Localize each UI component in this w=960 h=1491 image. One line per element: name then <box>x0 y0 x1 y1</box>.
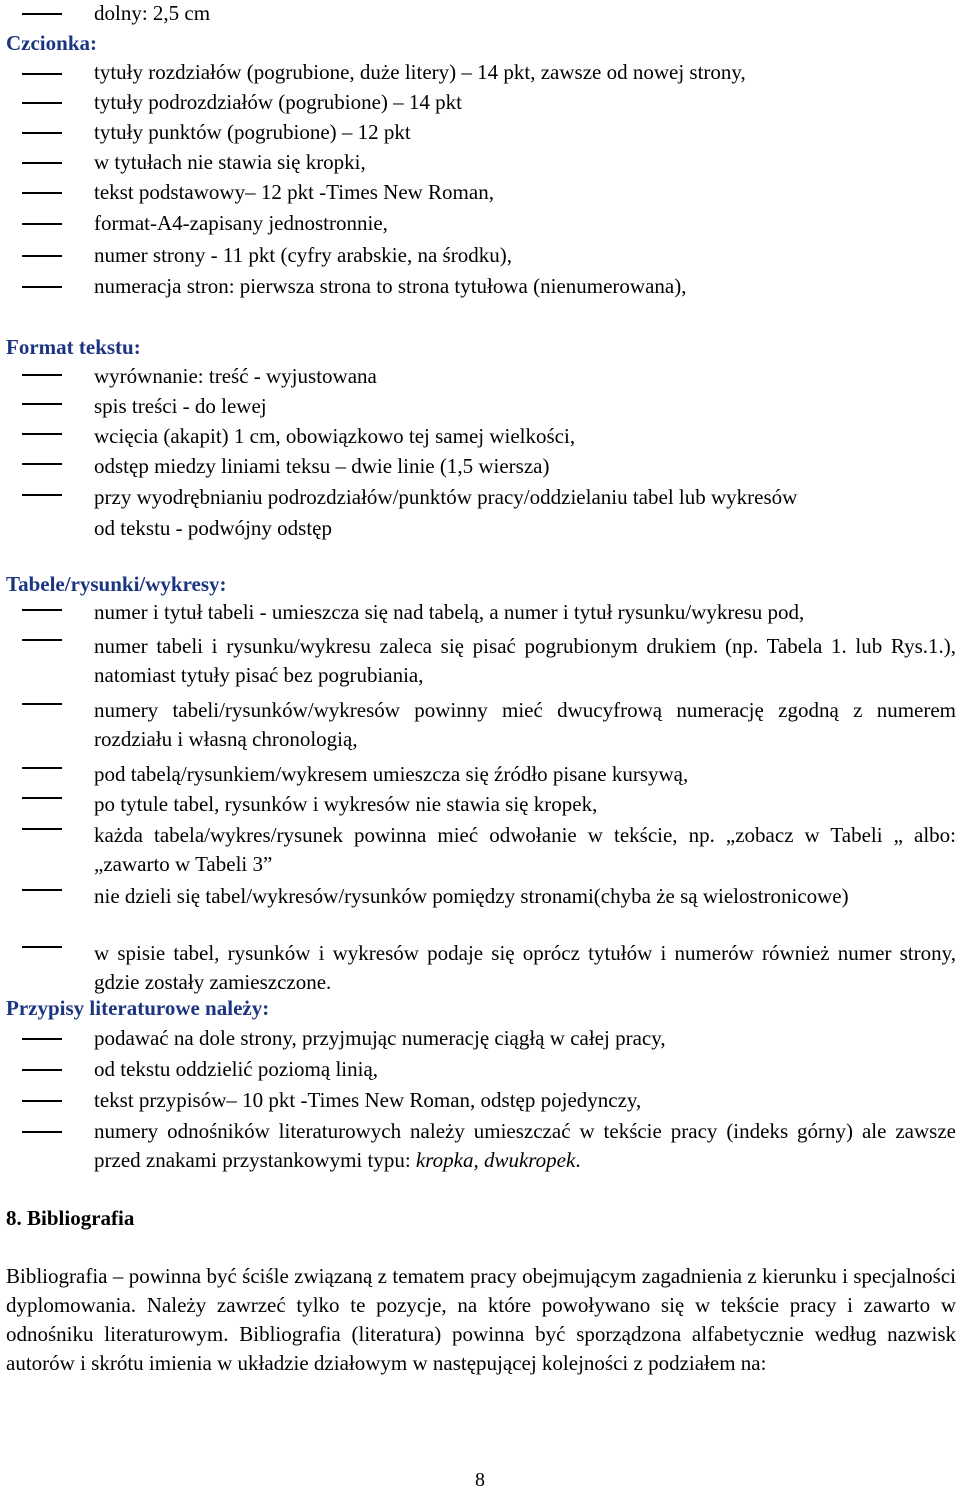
paragraph: Bibliografia – powinna być ściśle związaną z tematem pracy obejmującym zagadnienia z kierunku i specjalności dyplomowania. Należy zawrzeć tylko te pozycje, na które powoływano się w tekście pracy i zawarto w odnośniku literaturowym. Bibliografia (literatura) powinna być sporządzona alfabetycznie według nazwisk autorów i skrótu imienia w układzie działowym w następującej kolejności z podziałem na: <box>6 1264 956 1375</box>
list-item: numer i tytuł tabeli - umieszcza się nad tabelą, a numer i tytuł rysunku/wykresu pod, <box>94 600 805 624</box>
list-item: spis treści - do lewej <box>94 394 267 418</box>
bullet-dash-icon <box>22 703 62 705</box>
bullet-dash-icon <box>22 102 62 104</box>
list-item: odstęp miedzy liniami teksu – dwie linie (1,5 wiersza) <box>94 454 550 478</box>
list-item: od tekstu oddzielić poziomą linią, <box>94 1057 379 1081</box>
bullet-dash-icon <box>22 403 62 405</box>
list-item: pod tabelą/rysunkiem/wykresem umieszcza się źródło pisane kursywą, <box>94 762 689 786</box>
section-heading-czcionka: Czcionka: <box>6 31 97 55</box>
bullet-dash-icon <box>22 494 62 496</box>
bullet-dash-icon <box>22 797 62 799</box>
list-item: nie dzieli się tabel/wykresów/rysunków pomiędzy stronami(chyba że są wielostronicowe) <box>94 884 849 908</box>
section-heading-tabele: Tabele/rysunki/wykresy: <box>6 572 227 596</box>
list-item: format-A4-zapisany jednostronnie, <box>94 211 388 235</box>
bullet-dash-icon <box>22 1100 62 1102</box>
list-item: numer strony - 11 pkt (cyfry arabskie, na środku), <box>94 243 512 267</box>
list-item: wyrównanie: treść - wyjustowana <box>94 364 377 388</box>
list-item: tekst podstawowy– 12 pkt -Times New Roman, <box>94 180 494 204</box>
list-item: tytuły rozdziałów (pogrubione, duże litery) – 14 pkt, zawsze od nowej strony, <box>94 60 746 84</box>
list-item: w spisie tabel, rysunków i wykresów podaje się oprócz tytułów i numerów również numer strony, gdzie zostały zamieszczone. <box>94 941 956 994</box>
list-item <box>94 1117 956 1175</box>
bullet-dash-icon <box>22 463 62 465</box>
bullet-dash-icon <box>22 73 62 75</box>
bullet-dash-icon <box>22 767 62 769</box>
bullet-dash-icon <box>22 1069 62 1071</box>
bullet-dash-icon <box>22 374 62 376</box>
section-title: 8. Bibliografia <box>6 1206 135 1230</box>
list-item: tekst przypisów– 10 pkt -Times New Roman, odstęp pojedynczy, <box>94 1088 642 1112</box>
list-item: numeracja stron: pierwsza strona to strona tytułowa (nienumerowana), <box>94 274 687 298</box>
list-item: tytuły punktów (pogrubione) – 12 pkt <box>94 120 411 144</box>
bullet-dash-icon <box>22 639 62 641</box>
bullet-dash-icon <box>22 286 62 288</box>
list-item-continuation: od tekstu - podwójny odstęp <box>94 516 332 540</box>
bullet-dash-icon <box>22 255 62 257</box>
list-item-text: numery odnośników literaturowych należy umieszczać w tekście pracy (indeks górny) ale zawsze przed znakami przystankowymi typu: <box>94 1119 956 1172</box>
bullet-dash-icon <box>22 828 62 830</box>
list-item: dolny: 2,5 cm <box>94 1 211 25</box>
list-item: każda tabela/wykres/rysunek powinna mieć odwołanie w tekście, np. „zobacz w Tabeli „ albo: „zawarto w Tabeli 3” <box>94 823 956 876</box>
page-number: 8 <box>475 1469 485 1491</box>
bullet-dash-icon <box>22 1131 62 1133</box>
bullet-dash-icon <box>22 13 62 15</box>
list-item: przy wyodrębnianiu podrozdziałów/punktów pracy/oddzielaniu tabel lub wykresów <box>94 485 798 509</box>
bullet-dash-icon <box>22 162 62 164</box>
bullet-dash-icon <box>22 609 62 611</box>
bullet-dash-icon <box>22 1038 62 1040</box>
list-item: podawać na dole strony, przyjmując numerację ciągłą w całej pracy, <box>94 1026 666 1050</box>
list-item: tytuły podrozdziałów (pogrubione) – 14 pkt <box>94 90 463 114</box>
list-item: w tytułach nie stawia się kropki, <box>94 150 366 174</box>
list-item: po tytule tabel, rysunków i wykresów nie stawia się kropek, <box>94 792 598 816</box>
bullet-dash-icon <box>22 132 62 134</box>
list-item-italic-text: kropka, dwukropek <box>415 1148 576 1172</box>
list-item-text-end: . <box>575 1148 581 1172</box>
section-heading-format: Format tekstu: <box>6 335 141 359</box>
list-item: numery tabeli/rysunków/wykresów powinny mieć dwucyfrową numerację zgodną z numerem rozdziału i własną chronologią, <box>94 698 956 751</box>
bullet-dash-icon <box>22 192 62 194</box>
bullet-dash-icon <box>22 889 62 891</box>
list-item: wcięcia (akapit) 1 cm, obowiązkowo tej samej wielkości, <box>94 424 576 448</box>
bullet-dash-icon <box>22 223 62 225</box>
bullet-dash-icon <box>22 946 62 948</box>
section-heading-przypisy: Przypisy literaturowe należy: <box>6 996 270 1020</box>
list-item: numer tabeli i rysunku/wykresu zaleca się pisać pogrubionym drukiem (np. Tabela 1. lub Rys.1.), natomiast tytuły pisać bez pogrubiania, <box>94 634 956 687</box>
bullet-dash-icon <box>22 433 62 435</box>
